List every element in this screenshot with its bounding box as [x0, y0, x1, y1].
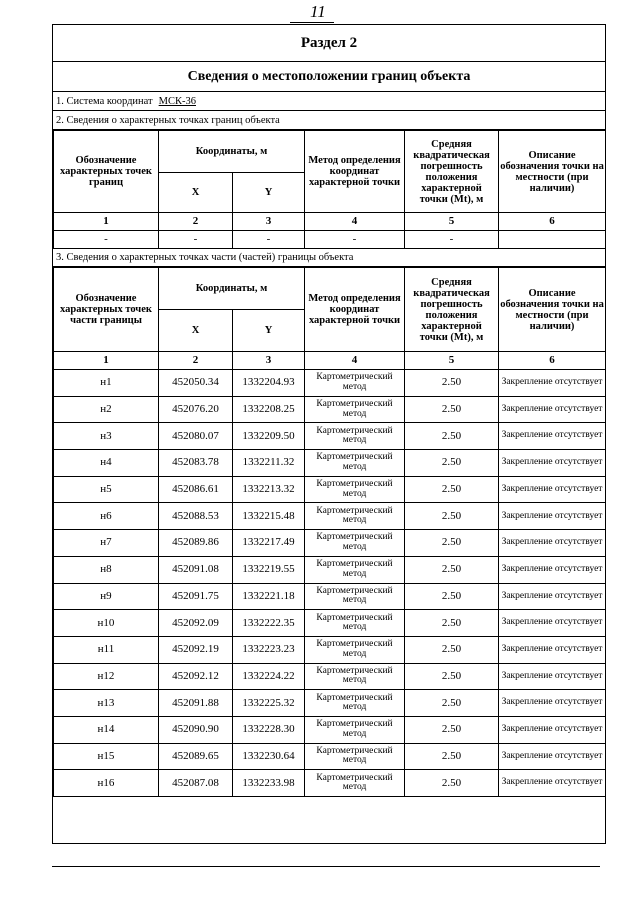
col-number: 3: [233, 352, 305, 370]
coord-y-cell: 1332225.32: [233, 690, 305, 717]
col-number: 3: [233, 213, 305, 231]
empty-cell: [499, 231, 606, 249]
description-cell: Закрепление отсутствует: [499, 450, 606, 477]
precision-cell: 2.50: [405, 716, 499, 743]
point-name-cell: н1: [54, 370, 159, 397]
point-name-cell: н15: [54, 743, 159, 770]
method-cell: Картометрический метод: [305, 743, 405, 770]
table-row: [54, 610, 606, 637]
page-number: 11: [310, 2, 326, 21]
coord-y-cell: 1332219.55: [233, 556, 305, 583]
method-cell: Картометрический метод: [305, 610, 405, 637]
coord-y-cell: 1332230.64: [233, 743, 305, 770]
coord-x-cell: 452050.34: [159, 370, 233, 397]
method-cell: Картометрический метод: [305, 556, 405, 583]
description-cell: Закрепление отсутствует: [499, 396, 606, 423]
table-row: [54, 370, 606, 397]
header-y: Y: [233, 173, 305, 213]
coord-system-value: МСК-36: [158, 95, 196, 107]
description-cell: Закрепление отсутствует: [499, 690, 606, 717]
table-row: [54, 396, 606, 423]
col-number: 1: [54, 213, 159, 231]
description-cell: Закрепление отсутствует: [499, 423, 606, 450]
header-designation: Обозначение характерных точек части границы: [54, 268, 159, 352]
method-cell: Картометрический метод: [305, 583, 405, 610]
precision-cell: 2.50: [405, 450, 499, 477]
precision-cell: 2.50: [405, 423, 499, 450]
col-number: 4: [305, 213, 405, 231]
description-cell: Закрепление отсутствует: [499, 770, 606, 797]
precision-cell: 2.50: [405, 396, 499, 423]
precision-cell: 2.50: [405, 503, 499, 530]
point-name-cell: н10: [54, 610, 159, 637]
point-name-cell: н7: [54, 530, 159, 557]
point-name-cell: н9: [54, 583, 159, 610]
coord-x-cell: 452088.53: [159, 503, 233, 530]
header-precision: Средняя квадратическая погрешность положения характерной точки (Mt), м: [405, 268, 499, 352]
coord-y-cell: 1332224.22: [233, 663, 305, 690]
precision-cell: 2.50: [405, 556, 499, 583]
description-cell: Закрепление отсутствует: [499, 636, 606, 663]
precision-cell: 2.50: [405, 476, 499, 503]
table-row: [54, 663, 606, 690]
table-row: [54, 450, 606, 477]
point-name-cell: н12: [54, 663, 159, 690]
section-subtitle: Сведения о местоположении границ объекта: [53, 62, 605, 92]
table-row: [54, 770, 606, 797]
coord-x-cell: 452087.08: [159, 770, 233, 797]
header-x: X: [159, 310, 233, 352]
coord-y-cell: 1332211.32: [233, 450, 305, 477]
method-cell: Картометрический метод: [305, 770, 405, 797]
header-description: Описание обозначения точки на местности (при наличии): [499, 268, 606, 352]
coord-y-cell: 1332204.93: [233, 370, 305, 397]
description-cell: Закрепление отсутствует: [499, 663, 606, 690]
section-title: Раздел 2: [53, 25, 605, 62]
coord-y-cell: 1332223.23: [233, 636, 305, 663]
description-cell: Закрепление отсутствует: [499, 556, 606, 583]
method-cell: Картометрический метод: [305, 716, 405, 743]
empty-cell: -: [233, 231, 305, 249]
coord-system-label: 1. Система координат: [56, 95, 153, 107]
method-cell: Картометрический метод: [305, 636, 405, 663]
header-y: Y: [233, 310, 305, 352]
method-cell: Картометрический метод: [305, 503, 405, 530]
coord-x-cell: 452083.78: [159, 450, 233, 477]
method-cell: Картометрический метод: [305, 396, 405, 423]
header-coordinates: Координаты, м: [159, 268, 305, 310]
coord-x-cell: 452091.08: [159, 556, 233, 583]
footer-line: [52, 866, 600, 867]
coord-x-cell: 452089.65: [159, 743, 233, 770]
coord-y-cell: 1332222.35: [233, 610, 305, 637]
method-cell: Картометрический метод: [305, 476, 405, 503]
precision-cell: 2.50: [405, 690, 499, 717]
method-cell: Картометрический метод: [305, 690, 405, 717]
empty-cell: -: [305, 231, 405, 249]
col-number: 4: [305, 352, 405, 370]
description-cell: Закрепление отсутствует: [499, 530, 606, 557]
method-cell: Картометрический метод: [305, 663, 405, 690]
description-cell: Закрепление отсутствует: [499, 610, 606, 637]
point-name-cell: н16: [54, 770, 159, 797]
coord-x-cell: 452089.86: [159, 530, 233, 557]
coord-x-cell: 452092.12: [159, 663, 233, 690]
col-number: 1: [54, 352, 159, 370]
coord-x-cell: 452086.61: [159, 476, 233, 503]
part2-title: 2. Сведения о характерных точках границ объекта: [53, 111, 605, 130]
method-cell: Картометрический метод: [305, 530, 405, 557]
page-number-underline: [290, 22, 334, 23]
part3-title: 3. Сведения о характерных точках части (частей) границы объекта: [53, 248, 605, 267]
header-description: Описание обозначения точки на местности (при наличии): [499, 131, 606, 213]
precision-cell: 2.50: [405, 370, 499, 397]
point-name-cell: н5: [54, 476, 159, 503]
table-row: [54, 476, 606, 503]
point-name-cell: н6: [54, 503, 159, 530]
description-cell: Закрепление отсутствует: [499, 476, 606, 503]
coord-y-cell: 1332228.30: [233, 716, 305, 743]
points-table-part: [53, 267, 606, 797]
precision-cell: 2.50: [405, 770, 499, 797]
header-x: X: [159, 173, 233, 213]
point-name-cell: н11: [54, 636, 159, 663]
col-number: 5: [405, 213, 499, 231]
header-method: Метод определения координат характерной точки: [305, 268, 405, 352]
col-number: 5: [405, 352, 499, 370]
precision-cell: 2.50: [405, 636, 499, 663]
coord-system-row: [53, 92, 605, 111]
coord-y-cell: 1332233.98: [233, 770, 305, 797]
coord-x-cell: 452091.75: [159, 583, 233, 610]
table-row: [54, 556, 606, 583]
point-name-cell: н2: [54, 396, 159, 423]
coord-y-cell: 1332209.50: [233, 423, 305, 450]
header-method: Метод определения координат характерной точки: [305, 131, 405, 213]
empty-cell: -: [159, 231, 233, 249]
precision-cell: 2.50: [405, 610, 499, 637]
point-name-cell: н3: [54, 423, 159, 450]
description-cell: Закрепление отсутствует: [499, 743, 606, 770]
point-name-cell: н8: [54, 556, 159, 583]
col-number: 2: [159, 352, 233, 370]
table-row: [54, 636, 606, 663]
method-cell: Картометрический метод: [305, 423, 405, 450]
coord-y-cell: 1332208.25: [233, 396, 305, 423]
coord-y-cell: 1332215.48: [233, 503, 305, 530]
point-name-cell: н14: [54, 716, 159, 743]
header-designation: Обозначение характерных точек границ: [54, 131, 159, 213]
description-cell: Закрепление отсутствует: [499, 583, 606, 610]
col-number: 6: [499, 352, 606, 370]
empty-cell: -: [54, 231, 159, 249]
point-name-cell: н4: [54, 450, 159, 477]
coord-y-cell: 1332221.18: [233, 583, 305, 610]
precision-cell: 2.50: [405, 663, 499, 690]
coord-x-cell: 452092.19: [159, 636, 233, 663]
col-number: 6: [499, 213, 606, 231]
precision-cell: 2.50: [405, 530, 499, 557]
coord-y-cell: 1332213.32: [233, 476, 305, 503]
table-row: [54, 743, 606, 770]
table-row: [54, 503, 606, 530]
points-table-boundary: [53, 130, 606, 249]
table-row: [54, 423, 606, 450]
header-precision: Средняя квадратическая погрешность положения характерной точки (Mt), м: [405, 131, 499, 213]
header-coordinates: Координаты, м: [159, 131, 305, 173]
table-row: [54, 530, 606, 557]
coord-x-cell: 452090.90: [159, 716, 233, 743]
coord-x-cell: 452092.09: [159, 610, 233, 637]
description-cell: Закрепление отсутствует: [499, 503, 606, 530]
method-cell: Картометрический метод: [305, 370, 405, 397]
precision-cell: 2.50: [405, 743, 499, 770]
table-row: [54, 716, 606, 743]
coord-x-cell: 452076.20: [159, 396, 233, 423]
coord-x-cell: 452091.88: [159, 690, 233, 717]
coord-x-cell: 452080.07: [159, 423, 233, 450]
table-row: [54, 583, 606, 610]
table-row: [54, 690, 606, 717]
description-cell: Закрепление отсутствует: [499, 716, 606, 743]
method-cell: Картометрический метод: [305, 450, 405, 477]
precision-cell: 2.50: [405, 583, 499, 610]
point-name-cell: н13: [54, 690, 159, 717]
empty-cell: -: [405, 231, 499, 249]
coord-y-cell: 1332217.49: [233, 530, 305, 557]
col-number: 2: [159, 213, 233, 231]
description-cell: Закрепление отсутствует: [499, 370, 606, 397]
